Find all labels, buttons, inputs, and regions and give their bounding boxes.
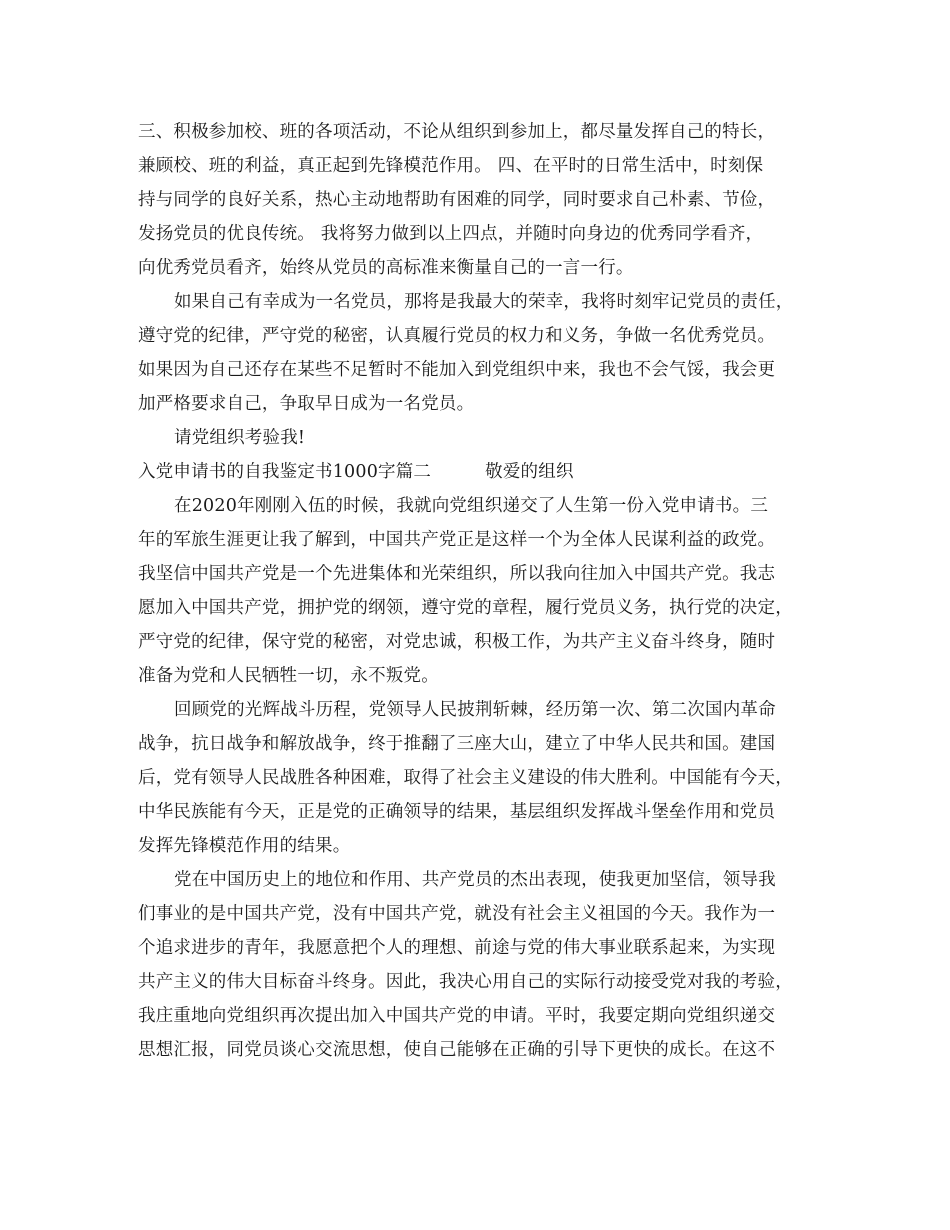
text-line: 发扬党员的优良传统。 我将努力做到以上四点，并随时向身边的优秀同学看齐，: [138, 224, 764, 244]
document-body: [138, 115, 828, 1067]
text-line: 请党组织考验我!: [174, 428, 306, 448]
section-heading: [138, 455, 828, 489]
text-line: 加严格要求自己，争取早日成为一名党员。: [138, 394, 475, 414]
text-line: 中华民族能有今天，正是党的正确领导的结果，基层组织发挥战斗堡垒作用和党员: [138, 802, 776, 822]
text-line: 遵守党的纪律，严守党的秘密，认真履行党员的权力和义务，争做一名优秀党员。: [138, 326, 776, 346]
text-line: 年的军旅生涯更让我了解到，中国共产党正是这样一个为全体人民谋利益的政党。: [138, 530, 776, 550]
text-line: 共产主义的伟大目标奋斗终身。因此，我决心用自己的实际行动接受党对我的考验，: [138, 972, 793, 992]
text-line: 向优秀党员看齐，始终从党员的高标准来衡量自己的一言一行。: [138, 258, 634, 278]
text-line: 党在中国历史上的地位和作用、共产党员的杰出表现，使我更加坚信，领导我: [174, 870, 776, 890]
text-line: 们事业的是中国共产党，没有中国共产党，就没有社会主义祖国的今天。我作为一: [138, 904, 776, 924]
text-line: 后，党有领导人民战胜各种困难，取得了社会主义建设的伟大胜利。中国能有今天，: [138, 768, 793, 788]
text-line: 三、积极参加校、班的各项活动，不论从组织到参加上，都尽量发挥自己的特长，: [138, 122, 776, 142]
paragraph-closing: [138, 421, 828, 455]
section-title: 入党申请书的自我鉴定书1000字篇二: [138, 462, 432, 482]
text-line: 回顾党的光辉战斗历程，党领导人民披荆斩棘，经历第一次、第二次国内革命: [174, 700, 776, 720]
text-line: 持与同学的良好关系，热心主动地帮助有困难的同学，同时要求自己朴素、节俭，: [138, 190, 776, 210]
text-line: 个追求进步的青年，我愿意把个人的理想、前途与党的伟大事业联系起来，为实现: [138, 938, 776, 958]
text-line: 愿加入中国共产党，拥护党的纲领，遵守党的章程，履行党员义务，执行党的决定，: [138, 598, 793, 618]
text-line: 战争，抗日战争和解放战争，终于推翻了三座大山，建立了中华人民共和国。建国: [138, 734, 776, 754]
paragraph-resolve: [138, 863, 828, 1067]
text-line: 思想汇报，同党员谈心交流思想，使自己能够在正确的引导下更快的成长。在这不: [138, 1040, 776, 1060]
text-line: 如果因为自己还存在某些不足暂时不能加入到党组织中来，我也不会气馁，我会更: [138, 360, 776, 380]
text-line: 我坚信中国共产党是一个先进集体和光荣组织，所以我向往加入中国共产党。我志: [138, 564, 776, 584]
paragraph-activities: [138, 115, 828, 285]
text-line: 如果自己有幸成为一名党员，那将是我最大的荣幸，我将时刻牢记党员的责任，: [174, 292, 794, 312]
text-line: 准备为党和人民牺牲一切，永不叛党。: [138, 666, 439, 686]
text-line: 发挥先锋模范作用的结果。: [138, 836, 351, 856]
text-line: 兼顾校、班的利益，真正起到先锋模范作用。 四、在平时的日常生活中，时刻保: [138, 156, 764, 176]
text-line: 严守党的纪律，保守党的秘密，对党忠诚，积极工作，为共产主义奋斗终身，随时: [138, 632, 776, 652]
paragraph-commitment: [138, 285, 828, 421]
text-line: 我庄重地向党组织再次提出加入中国共产党的申请。平时，我要定期向党组织递交: [138, 1006, 776, 1026]
paragraph-history: [138, 693, 828, 863]
salutation: 敬爱的组织: [485, 462, 574, 482]
paragraph-enlistment: [138, 489, 828, 693]
text-line: 在2020年刚刚入伍的时候，我就向党组织递交了人生第一份入党申请书。三: [174, 496, 769, 516]
